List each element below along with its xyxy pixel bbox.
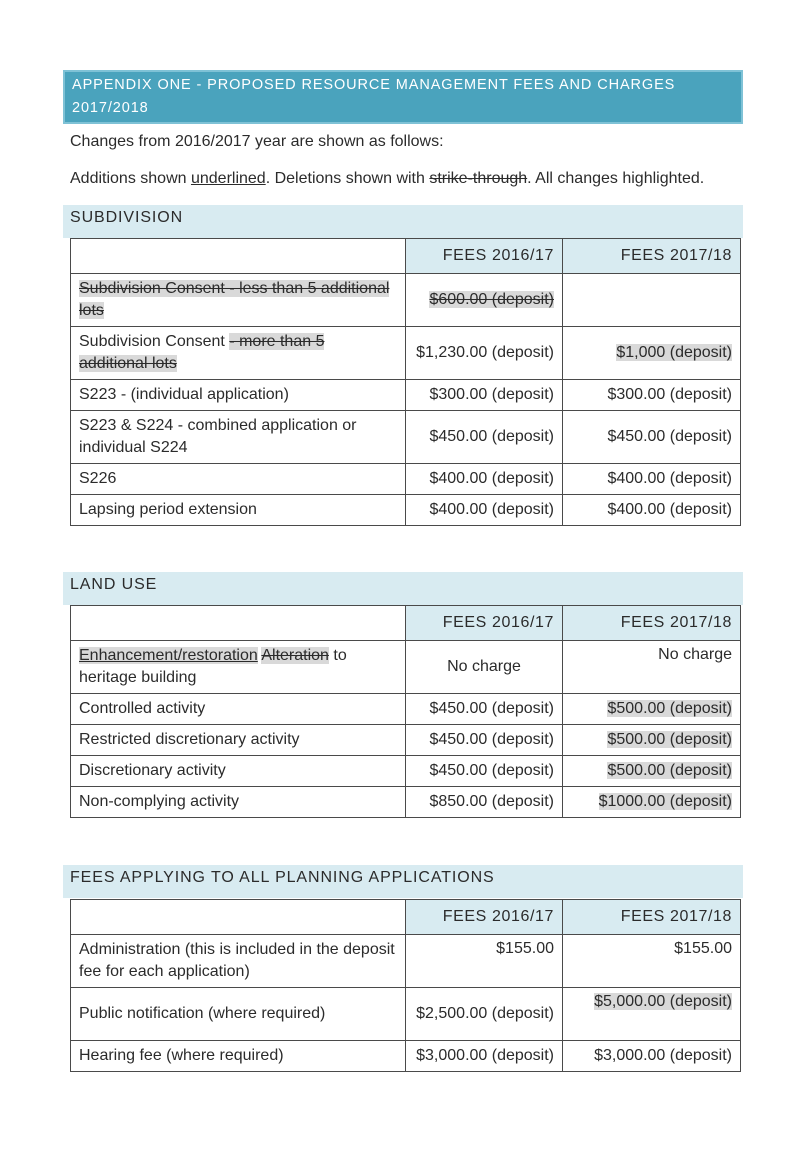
- header-fees-2016: FEES 2016/17: [406, 606, 563, 641]
- row-label: [71, 327, 406, 380]
- land-use-fees-table: [70, 605, 741, 818]
- row-label-text: to heritage building: [79, 647, 347, 686]
- row-fee-2017: [563, 725, 741, 756]
- row-fee-2016: [406, 274, 563, 327]
- row-label: Lapsing period extension: [71, 495, 406, 526]
- row-label: Restricted discretionary activity: [71, 725, 406, 756]
- row-label: Non-complying activity: [71, 787, 406, 818]
- intro-strike-example: strike-through: [429, 170, 528, 187]
- row-fee-2017: $155.00: [563, 935, 741, 988]
- row-label-text: Subdivision Consent: [79, 333, 230, 350]
- table-row: [71, 725, 741, 756]
- row-label-underlined: Enhancement/restoration: [79, 647, 258, 664]
- row-fee-2016: $155.00: [406, 935, 563, 988]
- header-fees-2016: FEES 2016/17: [406, 239, 563, 274]
- table-header-row: [71, 606, 741, 641]
- row-label: S226: [71, 464, 406, 495]
- table-header-row: [71, 900, 741, 935]
- row-label: S223 & S224 - combined application or individual S224: [71, 411, 406, 464]
- row-fee-2017: $3,000.00 (deposit): [563, 1041, 741, 1072]
- header-blank-cell: [71, 606, 406, 641]
- row-label: S223 - (individual application): [71, 380, 406, 411]
- table-row: [71, 694, 741, 725]
- header-fees-2017: FEES 2017/18: [563, 606, 741, 641]
- header-fees-2016: FEES 2016/17: [406, 900, 563, 935]
- row-fee-2016: $850.00 (deposit): [406, 787, 563, 818]
- table-row: [71, 756, 741, 787]
- appendix-title-line1: APPENDIX ONE - PROPOSED RESOURCE MANAGEMENT FEES AND CHARGES: [72, 77, 676, 93]
- table-row: [71, 495, 741, 526]
- row-fee-2016: No charge: [406, 641, 563, 694]
- appendix-title-line2: 2017/2018: [72, 100, 149, 116]
- row-fee-2017: $400.00 (deposit): [563, 464, 741, 495]
- row-fee-2017: No charge: [563, 641, 741, 694]
- land-use-section-title: LAND USE: [63, 572, 743, 605]
- all-planning-section-title: FEES APPLYING TO ALL PLANNING APPLICATIONS: [63, 865, 743, 898]
- intro-underlined-example: underlined: [190, 170, 266, 187]
- row-fee-2017: $400.00 (deposit): [563, 495, 741, 526]
- row-fee-2016: $300.00 (deposit): [406, 380, 563, 411]
- all-planning-fees-table: [70, 899, 741, 1072]
- table-row: [71, 787, 741, 818]
- row-label-strike: Alteration: [261, 647, 329, 664]
- appendix-title-banner: [63, 70, 743, 124]
- row-fee-2016: $450.00 (deposit): [406, 411, 563, 464]
- row-label: Administration (this is included in the deposit fee for each application): [71, 935, 406, 988]
- row-label: [71, 274, 406, 327]
- row-fee-2017: [563, 756, 741, 787]
- row-fee-2016: $400.00 (deposit): [406, 464, 563, 495]
- row-fee-2016-strike: $600.00 (deposit): [429, 291, 554, 308]
- intro-text-b: . Deletions shown with: [265, 170, 430, 187]
- row-fee-2017-changed: $500.00 (deposit): [607, 700, 732, 717]
- intro-line-1: Changes from 2016/2017 year are shown as follows:: [70, 133, 444, 150]
- row-fee-2016: $450.00 (deposit): [406, 756, 563, 787]
- table-header-row: [71, 239, 741, 274]
- row-label-strike: - more than 5 additional lots: [79, 333, 325, 372]
- header-fees-2017: FEES 2017/18: [563, 239, 741, 274]
- row-fee-2017-changed: $1000.00 (deposit): [598, 793, 732, 810]
- table-row: [71, 327, 741, 380]
- row-fee-2017: [563, 988, 741, 1041]
- table-row: [71, 380, 741, 411]
- header-fees-2017: FEES 2017/18: [563, 900, 741, 935]
- row-fee-2017-changed: $1,000 (deposit): [616, 344, 732, 361]
- table-row: [71, 935, 741, 988]
- table-row: [71, 1041, 741, 1072]
- row-label: Hearing fee (where required): [71, 1041, 406, 1072]
- row-fee-2017: [563, 787, 741, 818]
- intro-text-a: Additions shown: [70, 170, 191, 187]
- row-label: Discretionary activity: [71, 756, 406, 787]
- row-fee-2017-changed: $500.00 (deposit): [607, 762, 732, 779]
- header-blank-cell: [71, 239, 406, 274]
- row-fee-2016: $3,000.00 (deposit): [406, 1041, 563, 1072]
- table-row: [71, 988, 741, 1041]
- row-fee-2017-changed: $5,000.00 (deposit): [594, 993, 732, 1010]
- intro-text-c: . All changes highlighted.: [527, 170, 705, 187]
- row-fee-2017-changed: $500.00 (deposit): [607, 731, 732, 748]
- row-fee-2017: $300.00 (deposit): [563, 380, 741, 411]
- table-row: [71, 464, 741, 495]
- table-row: [71, 641, 741, 694]
- row-fee-2017: $450.00 (deposit): [563, 411, 741, 464]
- subdivision-fees-table: [70, 238, 741, 526]
- row-fee-2016: $450.00 (deposit): [406, 694, 563, 725]
- row-fee-2017: [563, 327, 741, 380]
- row-fee-2016: $1,230.00 (deposit): [406, 327, 563, 380]
- row-label: [71, 641, 406, 694]
- header-blank-cell: [71, 900, 406, 935]
- intro-line-2: [70, 170, 704, 188]
- row-label: Public notification (where required): [71, 988, 406, 1041]
- row-fee-2016: $2,500.00 (deposit): [406, 988, 563, 1041]
- row-fee-2016: $450.00 (deposit): [406, 725, 563, 756]
- row-fee-2017: [563, 694, 741, 725]
- row-label: Controlled activity: [71, 694, 406, 725]
- row-fee-2017: [563, 274, 741, 327]
- row-label-strike: Subdivision Consent - less than 5 additional lots: [79, 280, 390, 319]
- row-fee-2016: $400.00 (deposit): [406, 495, 563, 526]
- table-row: [71, 274, 741, 327]
- subdivision-section-title: SUBDIVISION: [63, 205, 743, 238]
- table-row: [71, 411, 741, 464]
